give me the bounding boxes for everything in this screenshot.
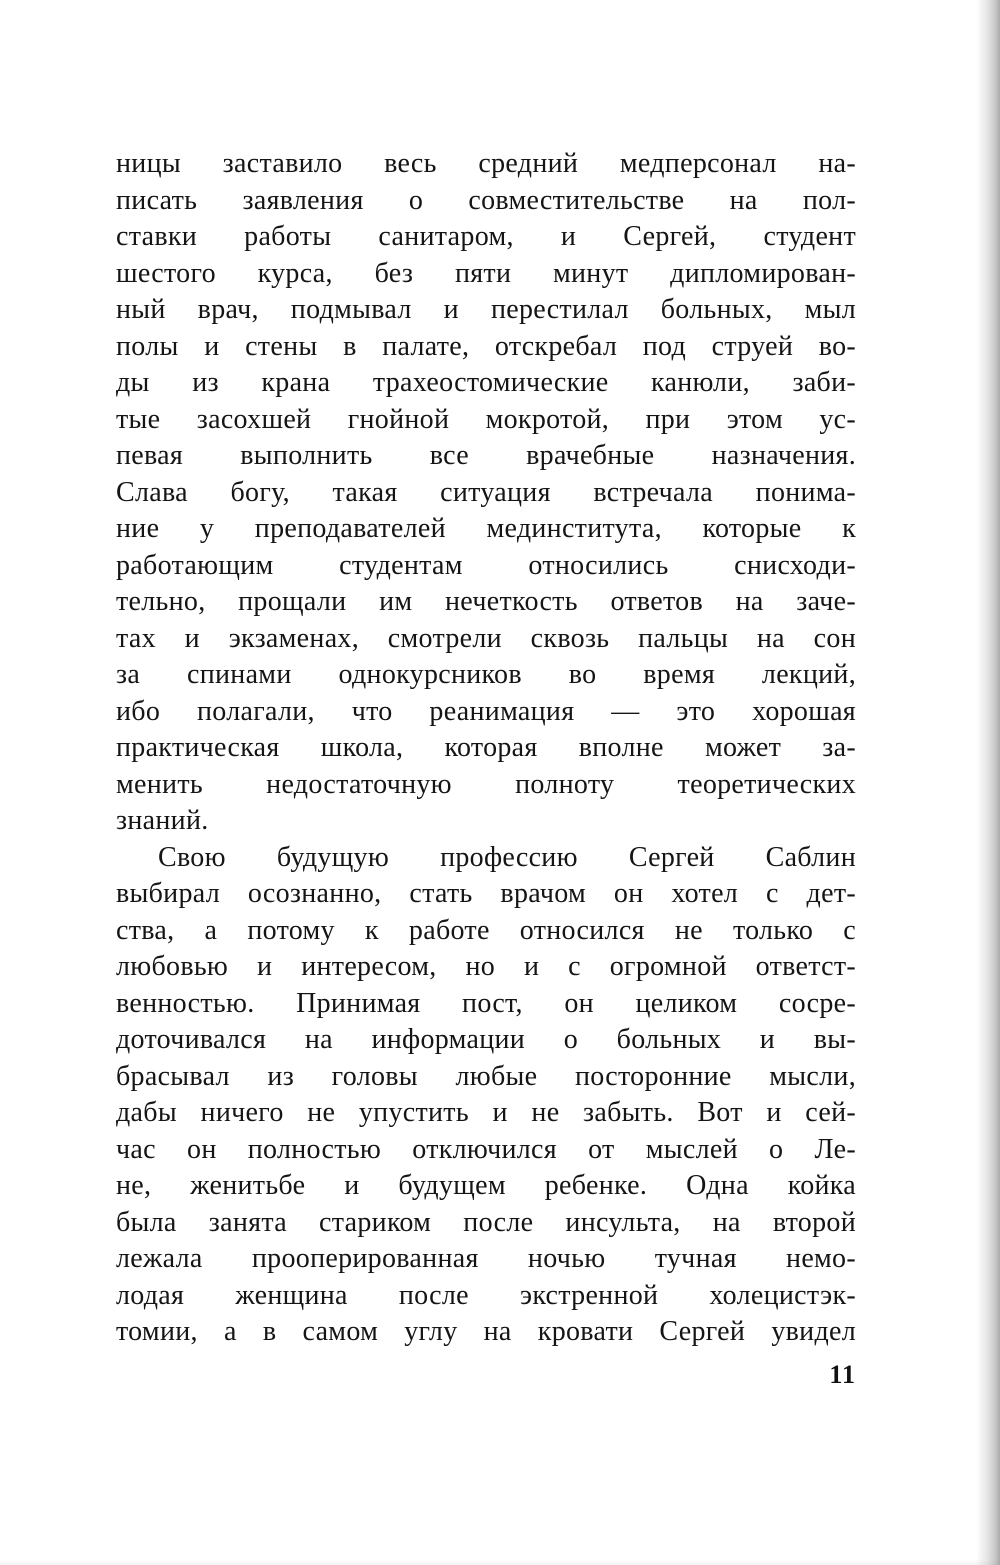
text-line: Слава богу, такая ситуация встречала понима- — [116, 476, 856, 508]
text-line: брасывал из головы любые посторонние мысли, — [116, 1060, 856, 1092]
text-line: за спинами однокурсников во время лекций, — [116, 659, 856, 690]
page-edge-shadow — [976, 0, 1000, 1565]
text-line: полы и стены в палате, отскребал под струей во- — [116, 330, 856, 362]
text-line: шестого курса, без пяти минут дипломирован- — [116, 257, 856, 289]
text-line: выбирал осознанно, стать врачом он хотел с дет- — [116, 878, 856, 909]
paragraph-2 — [116, 840, 856, 1351]
text-line: менить недостаточную полноту теоретических — [116, 768, 856, 800]
text-line: дабы ничего не упустить и не забыть. Вот и сей- — [116, 1097, 856, 1128]
text-line: ние у преподавателей мединститута, которые к — [116, 513, 856, 544]
text-line: была занята стариком после инсульта, на второй — [116, 1206, 856, 1238]
text-line: ставки работы санитаром, и Сергей, студент — [116, 221, 856, 252]
text-line: ды из крана трахеостомические канюли, заби- — [116, 367, 856, 398]
text-line: венностью. Принимая пост, он целиком сосре- — [116, 987, 856, 1019]
text-line: знаний. — [116, 805, 209, 836]
text-line: томии, а в самом углу на кровати Сергей увидел — [116, 1316, 856, 1347]
text-line: лежала прооперированная ночью тучная немо- — [116, 1243, 856, 1274]
text-line: тельно, прощали им нечеткость ответов на заче- — [116, 586, 856, 617]
page-bottom-shadow — [0, 1559, 1000, 1565]
text-line: работающим студентам относились снисходи- — [116, 549, 856, 581]
text-line: писать заявления о совместительстве на пол- — [116, 184, 856, 216]
text-line: ства, а потому к работе относился не только с — [116, 914, 856, 946]
text-line: практическая школа, которая вполне может за- — [116, 732, 856, 763]
paragraph-1 — [116, 146, 856, 840]
text-line: тые засохшей гнойной мокротой, при этом ус- — [116, 403, 856, 435]
text-line: ницы заставило весь средний медперсонал на- — [116, 148, 856, 179]
text-line: тах и экзаменах, смотрели сквозь пальцы на сон — [116, 622, 856, 654]
text-line: любовью и интересом, но и с огромной ответст- — [116, 951, 856, 982]
text-line: лодая женщина после экстренной холецистэк- — [116, 1279, 856, 1311]
text-line: ибо полагали, что реанимация — это хорошая — [116, 695, 856, 727]
text-line: ный врач, подмывал и перестилал больных, мыл — [116, 294, 856, 325]
page-number: 11 — [829, 1360, 856, 1389]
text-line: Свою будущую профессию Сергей Саблин — [158, 841, 856, 873]
text-line: не, женитьбе и будущем ребенке. Одна койка — [116, 1170, 856, 1201]
text-block — [116, 146, 856, 1351]
text-line: доточивался на информации о больных и вы- — [116, 1024, 856, 1055]
text-line: певая выполнить все врачебные назначения. — [116, 440, 856, 471]
text-line: час он полностью отключился от мыслей о Ле- — [116, 1133, 856, 1165]
